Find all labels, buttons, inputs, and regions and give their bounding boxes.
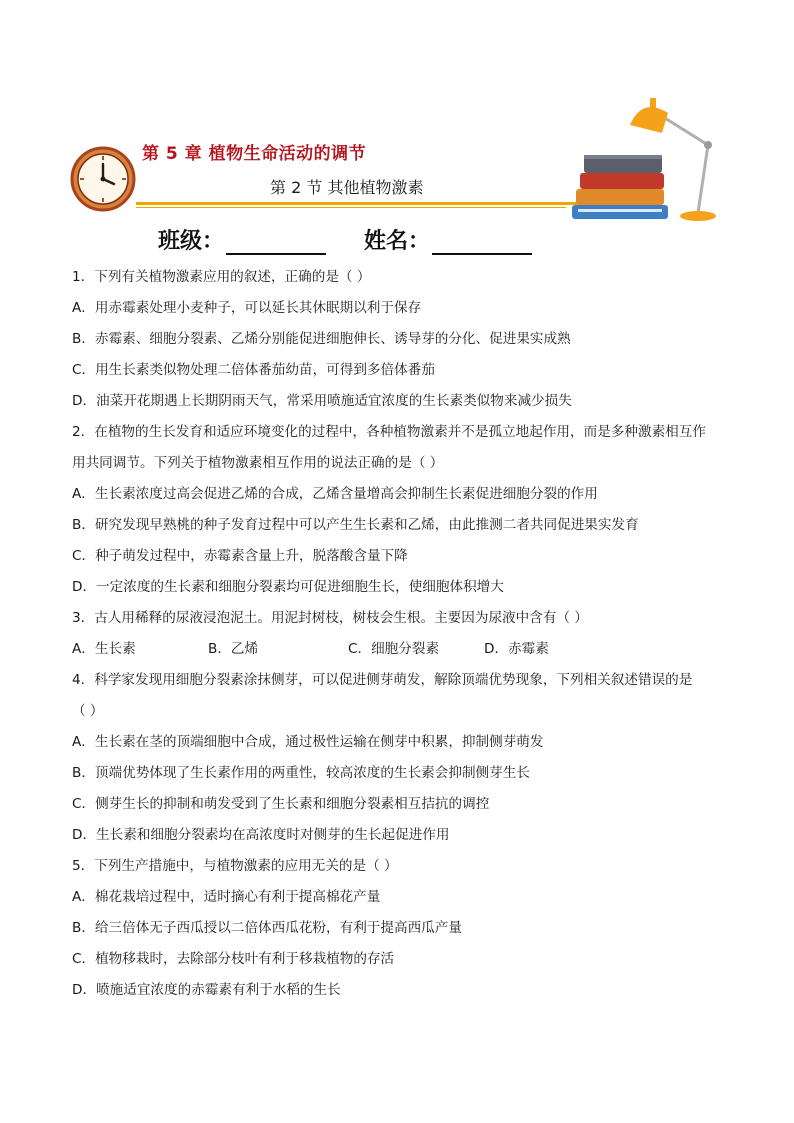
question-3-option-b[interactable]: B．乙烯	[208, 641, 259, 657]
question-4-option-c[interactable]: C．侧芽生长的抑制和萌发受到了生长素和细胞分裂素相互拮抗的调控	[72, 796, 490, 812]
question-2-option-d[interactable]: D．一定浓度的生长素和细胞分裂素均可促进细胞生长，使细胞体积增大	[72, 579, 504, 595]
question-4-option-a[interactable]: A．生长素在茎的顶端细胞中合成，通过极性运输在侧芽中积累，抑制侧芽萌发	[72, 734, 544, 750]
question-1-option-b[interactable]: B．赤霉素、细胞分裂素、乙烯分别能促进细胞伸长、诱导芽的分化、促进果实成熟	[72, 331, 571, 347]
question-5-option-c[interactable]: C．植物移栽时，去除部分枝叶有利于移栽植物的存活	[72, 951, 395, 967]
books-lamp-illustration	[570, 95, 720, 225]
question-4-stem-line1: 4．科学家发现用细胞分裂素涂抹侧芽，可以促进侧芽萌发，解除顶端优势现象，下列相关叙述错误的是	[72, 672, 693, 688]
question-4-option-d[interactable]: D．生长素和细胞分裂素均在高浓度时对侧芽的生长起促进作用	[72, 827, 450, 843]
question-5-option-d[interactable]: D．喷施适宜浓度的赤霉素有利于水稻的生长	[72, 982, 341, 998]
class-blank[interactable]	[226, 231, 326, 255]
question-5-stem: 5．下列生产措施中，与植物激素的应用无关的是（ ）	[72, 858, 398, 874]
name-blank[interactable]	[432, 231, 532, 255]
question-5-option-a[interactable]: A．棉花栽培过程中，适时摘心有利于提高棉花产量	[72, 889, 381, 905]
name-label: 姓名：	[364, 228, 431, 254]
question-2-option-a[interactable]: A．生长素浓度过高会促进乙烯的合成，乙烯含量增高会抑制生长素促进细胞分裂的作用	[72, 486, 598, 502]
header-underline-thin	[136, 207, 566, 208]
student-info-line	[158, 224, 570, 255]
question-2-stem-line2: 用共同调节。下列关于植物激素相互作用的说法正确的是（ ）	[72, 455, 444, 471]
header-underline	[136, 202, 606, 205]
section-title: 第 2 节 其他植物激素	[270, 178, 424, 197]
question-3-option-a[interactable]: A．生长素	[72, 641, 136, 657]
question-2-option-b[interactable]: B．研究发现早熟桃的种子发育过程中可以产生生长素和乙烯，由此推测二者共同促进果实发育	[72, 517, 639, 533]
page-header	[0, 0, 794, 260]
question-3-option-d[interactable]: D．赤霉素	[484, 641, 549, 657]
question-1-stem: 1．下列有关植物激素应用的叙述，正确的是（ ）	[72, 269, 371, 285]
question-1-option-d[interactable]: D．油菜开花期遇上长期阴雨天气，常采用喷施适宜浓度的生长素类似物来减少损失	[72, 393, 572, 409]
question-2-stem-line1: 2．在植物的生长发育和适应环境变化的过程中，各种植物激素并不是孤立地起作用，而是多种激素相互作	[72, 424, 706, 440]
chapter-title: 第 5 章 植物生命活动的调节	[142, 144, 367, 164]
question-1-option-a[interactable]: A．用赤霉素处理小麦种子，可以延长其休眠期以利于保存	[72, 300, 422, 316]
question-4-option-b[interactable]: B．顶端优势体现了生长素作用的两重性，较高浓度的生长素会抑制侧芽生长	[72, 765, 530, 781]
question-3-option-c[interactable]: C．细胞分裂素	[348, 641, 440, 657]
clock-icon	[70, 146, 136, 212]
question-3-stem: 3．古人用稀释的尿液浸泡泥土。用泥封树枝，树枝会生根。主要因为尿液中含有（ ）	[72, 610, 588, 626]
question-list	[72, 262, 728, 1006]
class-label: 班级：	[158, 228, 225, 254]
question-2-option-c[interactable]: C．种子萌发过程中，赤霉素含量上升，脱落酸含量下降	[72, 548, 408, 564]
question-3-options-row	[72, 634, 728, 665]
question-1-option-c[interactable]: C．用生长素类似物处理二倍体番茄幼苗，可得到多倍体番茄	[72, 362, 435, 378]
question-5-option-b[interactable]: B．给三倍体无子西瓜授以二倍体西瓜花粉，有利于提高西瓜产量	[72, 920, 462, 936]
question-4-stem-line2: （ ）	[72, 703, 104, 719]
